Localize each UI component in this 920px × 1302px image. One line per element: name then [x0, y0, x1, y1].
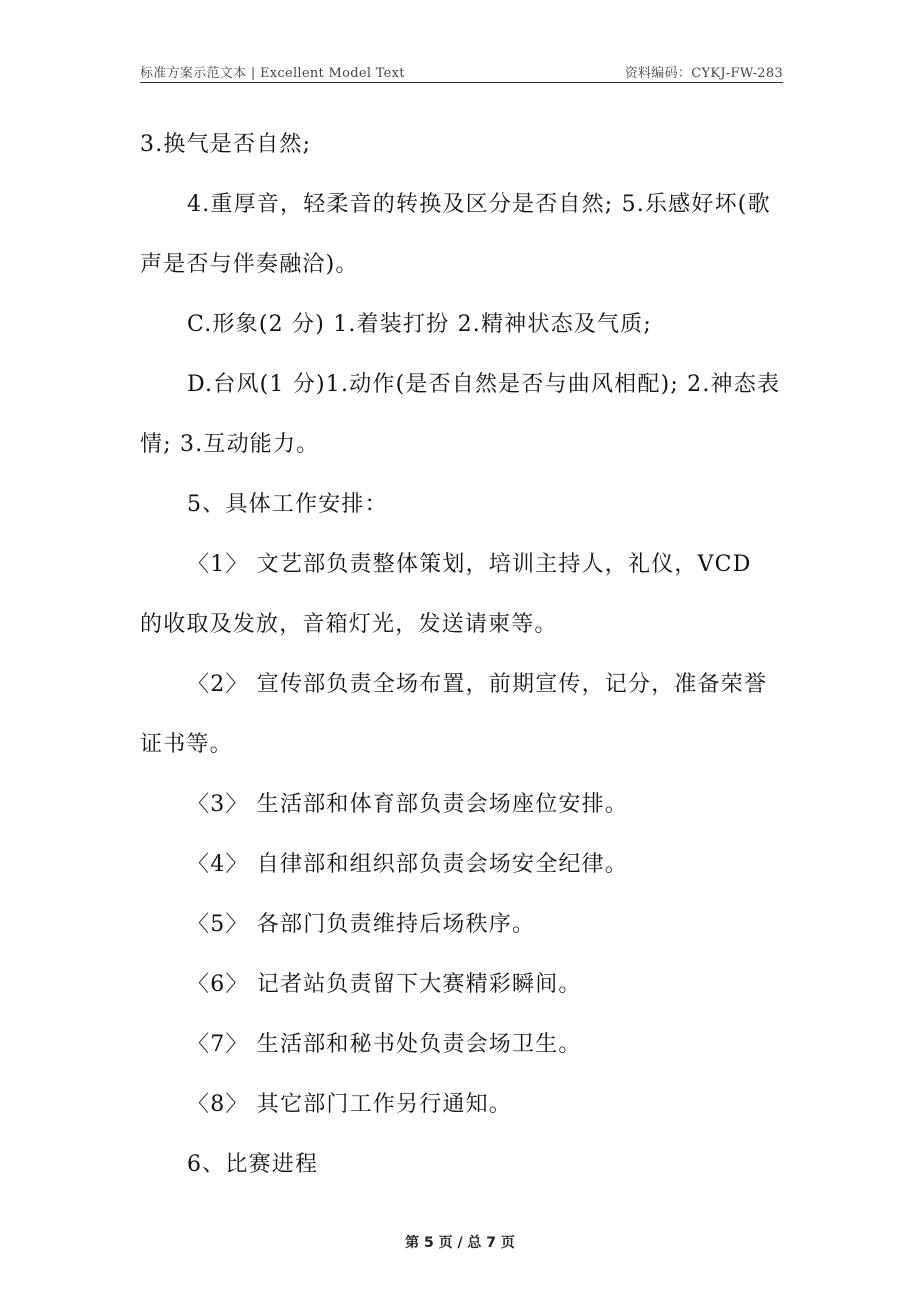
paragraph: 3.换气是否自然;	[140, 132, 312, 157]
page-header	[140, 58, 783, 83]
paragraph: D.台风(1 分)1.动作(是否自然是否与曲风相配); 2.神态表情; 3.互动能力。	[140, 372, 781, 457]
list-item: 〈7〉 生活部和秘书处负责会场卫生。	[187, 1032, 582, 1057]
header-title: 标准方案示范文本 | Excellent Model Text	[140, 66, 405, 81]
page-number: 第 5 页 / 总 7 页	[405, 1235, 515, 1251]
list-item: 〈1〉 文艺部负责整体策划，培训主持人，礼仪，VCD 的收取及发放，音箱灯光，发送请柬等。	[140, 552, 752, 637]
document-code: 资料编码：CYKJ-FW-283	[624, 66, 783, 81]
section-heading: 6、比赛进程	[187, 1152, 319, 1177]
document-body	[140, 115, 782, 1195]
list-item: 〈5〉 各部门负责维持后场秩序。	[187, 912, 536, 937]
list-item: 〈8〉 其它部门工作另行通知。	[187, 1092, 512, 1117]
section-heading: 5、具体工作安排：	[187, 492, 388, 517]
paragraph: 4.重厚音，轻柔音的转换及区分是否自然; 5.乐感好坏(歌声是否与伴奏融洽)。	[140, 192, 771, 277]
paragraph: C.形象(2 分) 1.着装打扮 2.精神状态及气质;	[187, 312, 652, 337]
list-item: 〈3〉 生活部和体育部负责会场座位安排。	[187, 792, 628, 817]
list-item: 〈6〉 记者站负责留下大赛精彩瞬间。	[187, 972, 582, 997]
list-item: 〈2〉 宣传部负责全场布置，前期宣传，记分，准备荣誉证书等。	[140, 672, 768, 757]
list-item: 〈4〉 自律部和组织部负责会场安全纪律。	[187, 852, 628, 877]
